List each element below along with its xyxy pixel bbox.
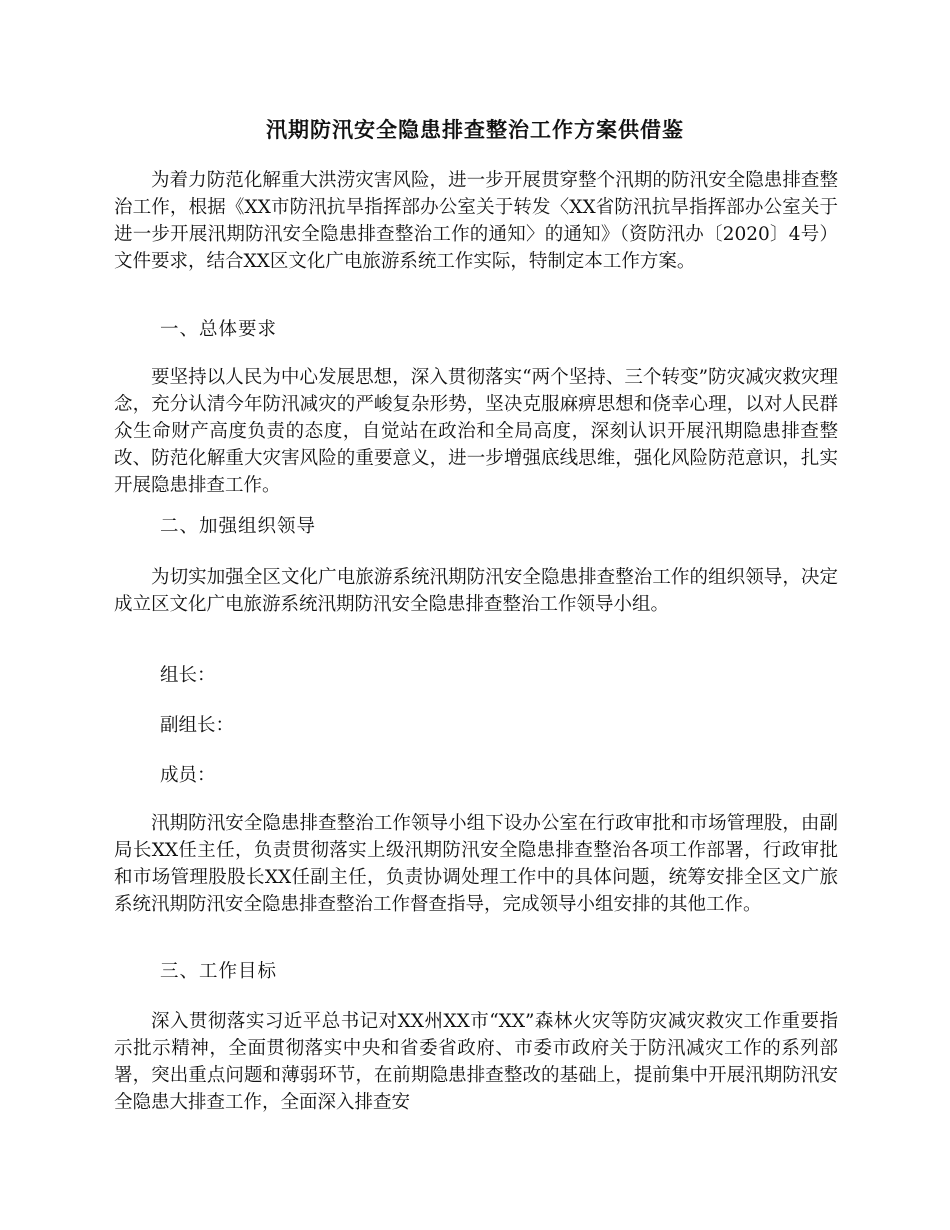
document-title: 汛期防汛安全隐患排查整治工作方案供借鉴	[266, 117, 684, 142]
office-paragraph: 汛期防汛安全隐患排查整治工作领导小组下设办公室在行政审批和市场管理股，由副局长XX任主任，负责贯彻落实上级汛期防汛安全隐患排查整治各项工作部署，行政审批和市场管理股股长XX任副主任，负责协调处理工作中的具体问题，统筹安排全区文广旅系统汛期防汛安全隐患排查整治工作督查指导，完成领导小组安排的其他工作。	[114, 813, 838, 915]
leader-label: 组长：	[160, 665, 216, 686]
section-body-general-requirements: 要坚持以人民为中心发展思想，深入贯彻落实“两个坚持、三个转变”防灾减灾救灾理念，充分认清今年防汛减灾的严峻复杂形势，坚决克服麻痹思想和侥幸心理，以对人民群众生命财产高度负责的态度，自觉站在政治和全局高度，深刻认识开展汛期隐患排查整改、防范化解重大灾害风险的重要意义，进一步增强底线思维，强化风险防范意识，扎实开展隐患排查工作。	[114, 367, 838, 496]
section-heading-general-requirements: 一、总体要求	[160, 319, 278, 340]
intro-paragraph: 为着力防范化解重大洪涝灾害风险，进一步开展贯穿整个汛期的防汛安全隐患排查整治工作，根据《XX市防汛抗旱指挥部办公室关于转发〈XX省防汛抗旱指挥部办公室关于进一步开展汛期防汛安全隐患排查整治工作的通知〉的通知》（资防汛办〔2020〕4号）文件要求，结合XX区文化广电旅游系统工作实际，特制定本工作方案。	[114, 170, 838, 272]
section-body-organization-leadership: 为切实加强全区文化广电旅游系统汛期防汛安全隐患排查整治工作的组织领导，决定成立区文化广电旅游系统汛期防汛安全隐患排查整治工作领导小组。	[114, 567, 838, 615]
section-heading-work-goals: 三、工作目标	[160, 961, 278, 982]
members-label: 成员：	[160, 765, 216, 786]
section-heading-organization-leadership: 二、加强组织领导	[160, 516, 317, 537]
section-body-work-goals: 深入贯彻落实习近平总书记对XX州XX市“XX”森林火灾等防灾减灾救灾工作重要指示批示精神，全面贯彻落实中央和省委省政府、市委市政府关于防汛减灾工作的系列部署，突出重点问题和薄弱环节，在前期隐患排查整改的基础上，提前集中开展汛期防汛安全隐患大排查工作，全面深入排查安	[114, 1011, 838, 1113]
deputy-leader-label: 副组长：	[160, 715, 235, 736]
